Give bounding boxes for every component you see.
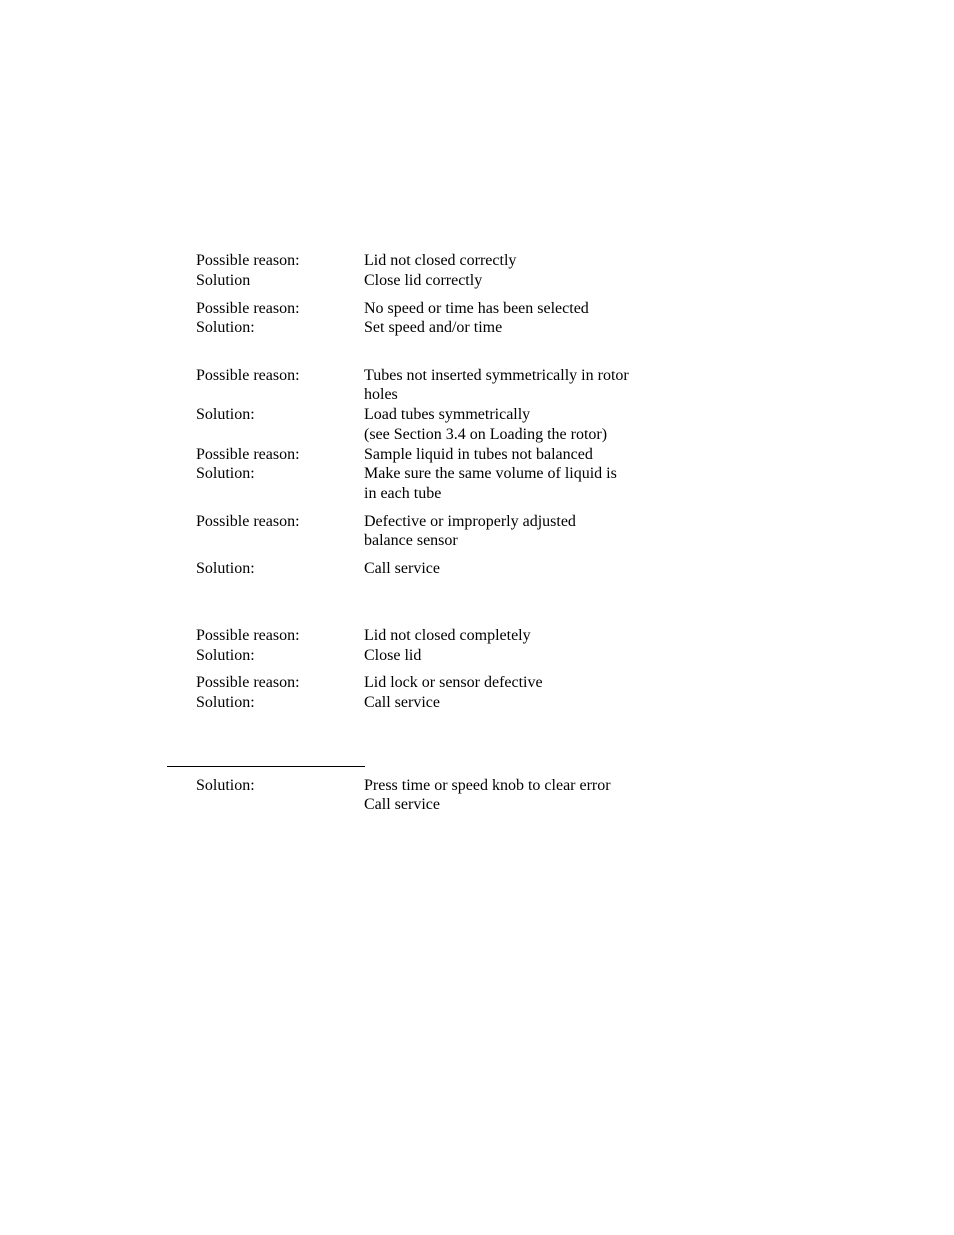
row-label: Solution: bbox=[196, 406, 255, 423]
row-label: Possible reason: bbox=[196, 367, 300, 384]
row-value: Close lid bbox=[364, 647, 422, 664]
table-row bbox=[0, 318, 954, 338]
section-divider bbox=[167, 766, 365, 767]
table-row bbox=[0, 512, 954, 532]
row-label: Possible reason: bbox=[196, 300, 300, 317]
row-value: in each tube bbox=[364, 485, 442, 502]
row-label: Possible reason: bbox=[196, 446, 300, 463]
row-value: Make sure the same volume of liquid is bbox=[364, 465, 617, 482]
row-label: Possible reason: bbox=[196, 674, 300, 691]
table-row bbox=[0, 445, 954, 465]
row-value: Call service bbox=[364, 796, 440, 813]
row-value: No speed or time has been selected bbox=[364, 300, 589, 317]
row-value: Tubes not inserted symmetrically in rotor bbox=[364, 367, 629, 384]
row-label: Solution: bbox=[196, 465, 255, 482]
row-label: Solution: bbox=[196, 647, 255, 664]
table-row bbox=[0, 484, 954, 504]
row-value: Sample liquid in tubes not balanced bbox=[364, 446, 593, 463]
row-value: Call service bbox=[364, 560, 440, 577]
row-label: Solution bbox=[196, 272, 251, 289]
table-row bbox=[0, 271, 954, 291]
row-label: Solution: bbox=[196, 560, 255, 577]
table-row bbox=[0, 795, 954, 815]
table-row bbox=[0, 299, 954, 319]
table-row bbox=[0, 626, 954, 646]
table-row bbox=[0, 776, 954, 796]
table-row bbox=[0, 673, 954, 693]
row-value: Call service bbox=[364, 694, 440, 711]
row-label: Possible reason: bbox=[196, 252, 300, 269]
row-value: Lid not closed correctly bbox=[364, 252, 517, 269]
row-value: balance sensor bbox=[364, 532, 458, 549]
row-value: Set speed and/or time bbox=[364, 319, 503, 336]
row-label: Solution: bbox=[196, 694, 255, 711]
table-row bbox=[0, 385, 954, 405]
table-row bbox=[0, 425, 954, 445]
row-label: Solution: bbox=[196, 777, 255, 794]
row-label: Solution: bbox=[196, 319, 255, 336]
row-value: holes bbox=[364, 386, 398, 403]
table-row bbox=[0, 405, 954, 425]
row-value: (see Section 3.4 on Loading the rotor) bbox=[364, 426, 608, 443]
table-row bbox=[0, 464, 954, 484]
row-value: Defective or improperly adjusted bbox=[364, 513, 576, 530]
table-row bbox=[0, 693, 954, 713]
row-value: Lid not closed completely bbox=[364, 627, 531, 644]
row-value: Press time or speed knob to clear error bbox=[364, 777, 611, 794]
row-value: Close lid correctly bbox=[364, 272, 483, 289]
row-label: Possible reason: bbox=[196, 627, 300, 644]
row-value: Lid lock or sensor defective bbox=[364, 674, 543, 691]
row-label: Possible reason: bbox=[196, 513, 300, 530]
table-row bbox=[0, 559, 954, 579]
table-row bbox=[0, 251, 954, 271]
table-row bbox=[0, 646, 954, 666]
table-row bbox=[0, 366, 954, 386]
table-row bbox=[0, 531, 954, 551]
row-value: Load tubes symmetrically bbox=[364, 406, 531, 423]
